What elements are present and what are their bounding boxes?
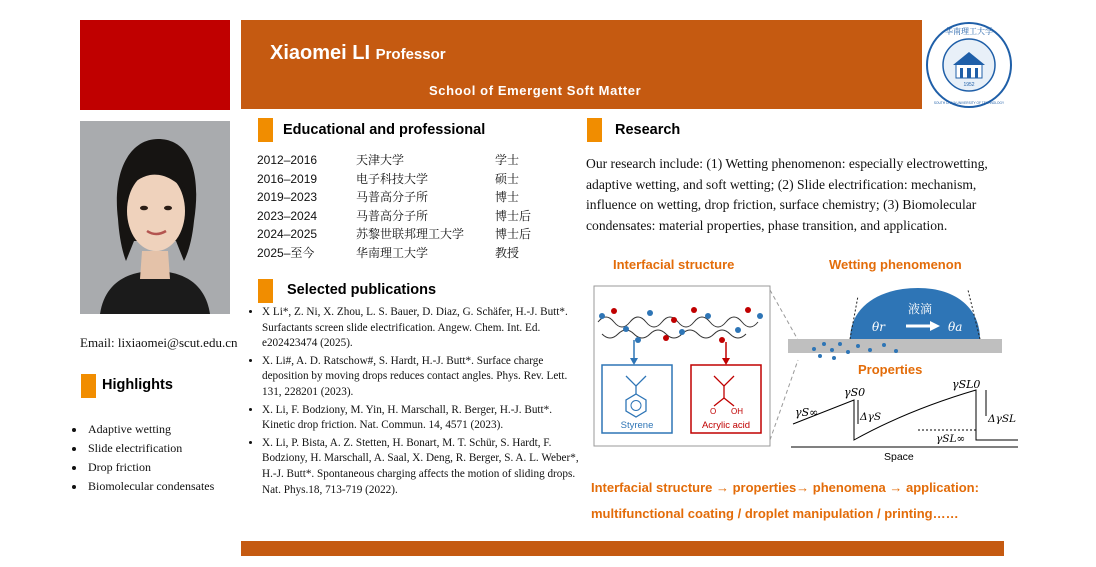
space-axis-label: Space <box>884 451 914 463</box>
profile-name <box>270 42 446 65</box>
footer-bar <box>241 541 1004 556</box>
acrylic-acid-label: Acrylic acid <box>701 420 751 431</box>
edu-place: 电子科技大学 <box>356 171 429 186</box>
wetting-phenomenon-title: Wetting phenomenon <box>829 257 962 272</box>
logo-en-text: SOUTH CHINA UNIVERSITY OF TECHNOLOGY <box>933 101 1005 105</box>
polymer-chain <box>602 330 746 338</box>
red-accent-block <box>80 20 230 110</box>
education-row <box>257 188 557 207</box>
publication-item: • X. Li, F. Bodziony, M. Yin, H. Marschall, R. Berger, H.-J. Butt*. Kinetic drop friction. Nat. Commun. 14, 4571 (2023). <box>262 403 587 434</box>
edu-degree: 博士后 <box>495 208 532 223</box>
research-description: Our research include: (1) Wetting phenomenon: especially electrowetting, adaptive wetting, and soft wetting; (2) Slide electrification: mechanism, influence on wetting, drop friction, surface chemistry; (3) Biomolecular condensates: material properties, phase transition, and application. <box>586 156 988 234</box>
highlight-item: • Drop friction <box>86 458 214 477</box>
surface-tension-curve <box>793 390 1018 440</box>
delta-gamma-s: ΔγS <box>860 411 882 423</box>
carbonyl-o-label: O <box>710 407 717 416</box>
summary-line-2: multifunctional coating / droplet manipulation / printing…… <box>591 506 959 521</box>
edu-place: 天津大学 <box>356 153 405 167</box>
highlight-item: • Biomolecular condensates <box>86 477 214 496</box>
logo-cn-text: 华南理工大学 <box>945 27 993 36</box>
edu-years: 2024–2025 <box>257 227 318 242</box>
highlights-marker <box>81 374 96 398</box>
edu-degree: 教授 <box>495 245 520 260</box>
research-marker <box>587 118 602 142</box>
edu-years: 2012–2016 <box>257 153 318 167</box>
research-figure <box>588 250 1028 470</box>
edu-years: 2025–至今 <box>257 245 315 260</box>
education-row <box>257 170 557 189</box>
publications-list <box>248 305 587 500</box>
receding-angle: θr <box>872 320 885 334</box>
edu-place: 马普高分子所 <box>356 190 429 205</box>
highlight-item: • Slide electrification <box>86 439 214 458</box>
advancing-angle: θa <box>948 320 963 334</box>
publication-item: • X. Li, P. Bista, A. Z. Stetten, H. Bonart, M. T. Schür, S. Hardt, F. Bodziony, H. Marschall, A. Saal, X. Deng, R. Berger, S. A. L. Weber*, H.-J. Butt*. Spontaneous charging affects the motion of sliding drops. Nat. Phys.18, 713-719 (2022). <box>262 436 587 498</box>
research-title: Research <box>615 122 681 138</box>
edu-place: 华南理工大学 <box>356 245 429 260</box>
polymer-chain <box>598 317 758 327</box>
education-row <box>257 207 557 226</box>
edu-degree: 硕士 <box>495 171 520 186</box>
publications-marker <box>258 279 273 303</box>
education-marker <box>258 118 273 142</box>
delta-gamma-sl: ΔγSL <box>988 413 1017 425</box>
edu-years: 2016–2019 <box>257 171 318 186</box>
publication-item: • X Li*, Z. Ni, X. Zhou, L. S. Bauer, D. Diaz, G. Schäfer, H.-J. Butt*. Surfactants screen slide electrification. Angew. Chem. Int. Ed. e202423474 (2025). <box>262 305 587 352</box>
profile-title: Professor <box>375 46 446 63</box>
gamma-sl-inf: γSL∞ <box>936 433 966 445</box>
education-row <box>257 225 557 244</box>
education-row <box>257 244 557 263</box>
gamma-sl-0: γSL0 <box>952 378 981 391</box>
school-name: School of Emergent Soft Matter <box>429 83 642 98</box>
hydroxyl-label: OH <box>731 407 743 416</box>
drop-label: 液滴 <box>908 302 933 316</box>
publications-title: Selected publications <box>287 282 437 298</box>
highlights-title: Highlights <box>102 377 173 393</box>
education-title: Educational and professional <box>283 122 486 138</box>
profile-photo <box>80 121 230 314</box>
edu-years: 2019–2023 <box>257 190 318 205</box>
gamma-s-0: γS0 <box>844 386 866 399</box>
edu-place: 马普高分子所 <box>356 208 429 223</box>
name-text: Xiaomei LI <box>270 42 371 64</box>
edu-degree: 学士 <box>495 153 520 167</box>
highlight-item: • Adaptive wetting <box>86 420 214 439</box>
edu-place: 苏黎世联邦理工大学 <box>356 227 465 242</box>
properties-title: Properties <box>858 362 923 377</box>
education-row <box>257 151 557 170</box>
gamma-s-inf: γS∞ <box>795 406 819 419</box>
styrene-label: Styrene <box>620 420 654 431</box>
edu-degree: 博士后 <box>495 227 532 242</box>
edu-degree: 博士 <box>495 190 520 205</box>
education-table <box>257 151 557 263</box>
interfacial-structure-title: Interfacial structure <box>613 257 735 272</box>
university-logo <box>923 20 1015 110</box>
publication-item: • X. Li#, A. D. Ratschow#, S. Hardt, H.-J. Butt*. Surface charge deposition by moving drops reduces contact angles. Phys. Rev. Lett. 131, 228201 (2023). <box>262 354 587 401</box>
summary-line-1: Interfacial structure → properties→ phenomena → application: <box>591 480 979 495</box>
email-contact: Email: lixiaomei@scut.edu.cn <box>80 335 238 350</box>
edu-years: 2023–2024 <box>257 208 318 223</box>
logo-year: 1952 <box>963 82 975 88</box>
highlights-list <box>72 420 214 496</box>
